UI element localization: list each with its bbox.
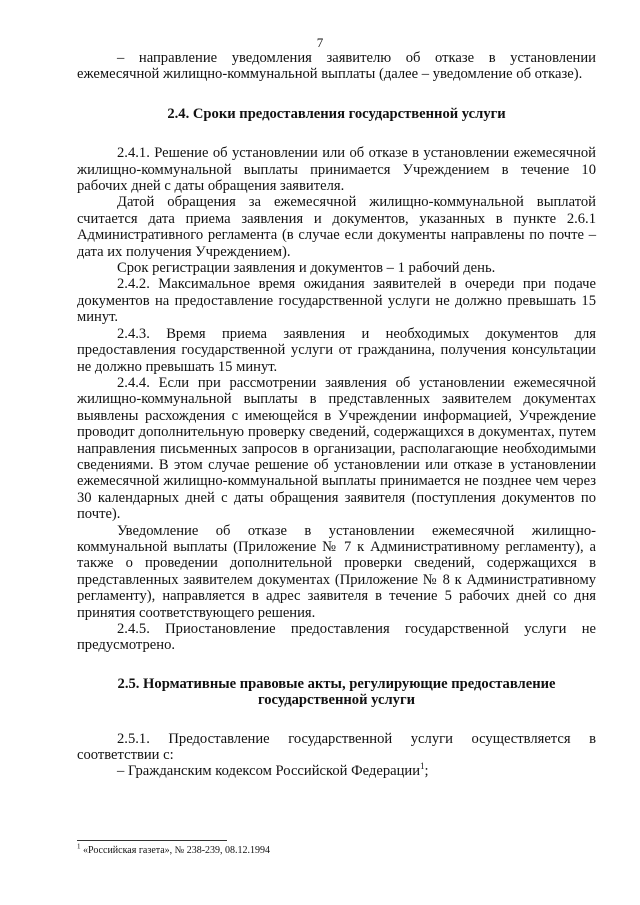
page-number: 7 [316,35,324,50]
paragraph-2-5-1: 2.5.1. Предоставление государственной услуги осуществляется в соответствии с: [77,730,596,764]
intro-continuation: – направление уведомления заявителю об отказе в установлении ежемесячной жилищно-коммунальной выплаты (далее – уведомление об отказе). [77,50,596,83]
section-heading-2-4: 2.4. Сроки предоставления государственной услуги [167,105,506,122]
paragraph-registration-term: Срок регистрации заявления и документов – 1 рабочий день. [117,260,496,277]
paragraph-2-4-4: 2.4.4. Если при рассмотрении заявления об установлении ежемесячной жилищно-коммунальной выплаты в представленных заявителем документах выявлены расхождения с имеющейся в Учреждении информацией, Учреждение проводит дополнительную проверку сведений, содержащихся в документах, путем направления письменных запросов в организации, располагающие необходимыми сведениями. В этом случае решение об установлении или отказе в установлении ежемесячной жилищно-коммунальной выплаты принимается не позднее чем через 30 календарных дней с даты обращения заявителя (поступления документов по почте). [77,374,596,523]
paragraph-2-4-5: 2.4.5. Приостановление предоставления государственной услуги не предусмотрено. [77,621,596,654]
footnote [77,842,596,857]
paragraph-2-4-3: 2.4.3. Время приема заявления и необходимых документов для предоставления государственной услуги от гражданина, получения консультации не должно превышать 15 минут. [77,325,596,375]
page-content [77,50,596,780]
list-item-text: – Гражданским кодексом Российской Федерации [117,763,421,780]
paragraph-2-4-2: 2.4.2. Максимальное время ожидания заявителей в очереди при подаче документов на предоставление государственной услуги не должно превышать 15 минут. [77,276,596,326]
paragraph-refusal-notice: Уведомление об отказе в установлении ежемесячной жилищно-коммунальной выплаты (Приложение № 7 к Административному регламенту), а также о проведении дополнительной проверки сведений, содержащихся в представленных заявителем документах (Приложение № 8 к Административному регламенту), направляется в адрес заявителя в течение 5 рабочих дней со дня принятия соответствующего решения. [77,522,596,621]
paragraph-2-4-1: 2.4.1. Решение об установлении или об отказе в установлении ежемесячной жилищно-коммунальной выплаты принимается Учреждением в течение 10 рабочих дней с даты обращения заявителя. [77,145,596,195]
footnote-divider [77,840,227,841]
list-item-civil-code [77,763,596,779]
list-item-tail: ; [424,763,429,780]
paragraph-application-date: Датой обращения за ежемесячной жилищно-коммунальной выплатой считается дата приема заявления и документов, указанных в пункте 2.6.1 Административного регламента (в случае если документы направлены по почте – дата их получения Учреждением). [77,194,596,260]
footnote-reference[interactable]: 1 [420,761,425,772]
section-heading-2-5: 2.5. Нормативные правовые акты, регулирующие предоставление государственной услуги [117,675,556,709]
footnote-text: «Российская газета», № 238-239, 08.12.1994 [80,845,271,856]
footnote-mark: 1 [77,842,81,851]
